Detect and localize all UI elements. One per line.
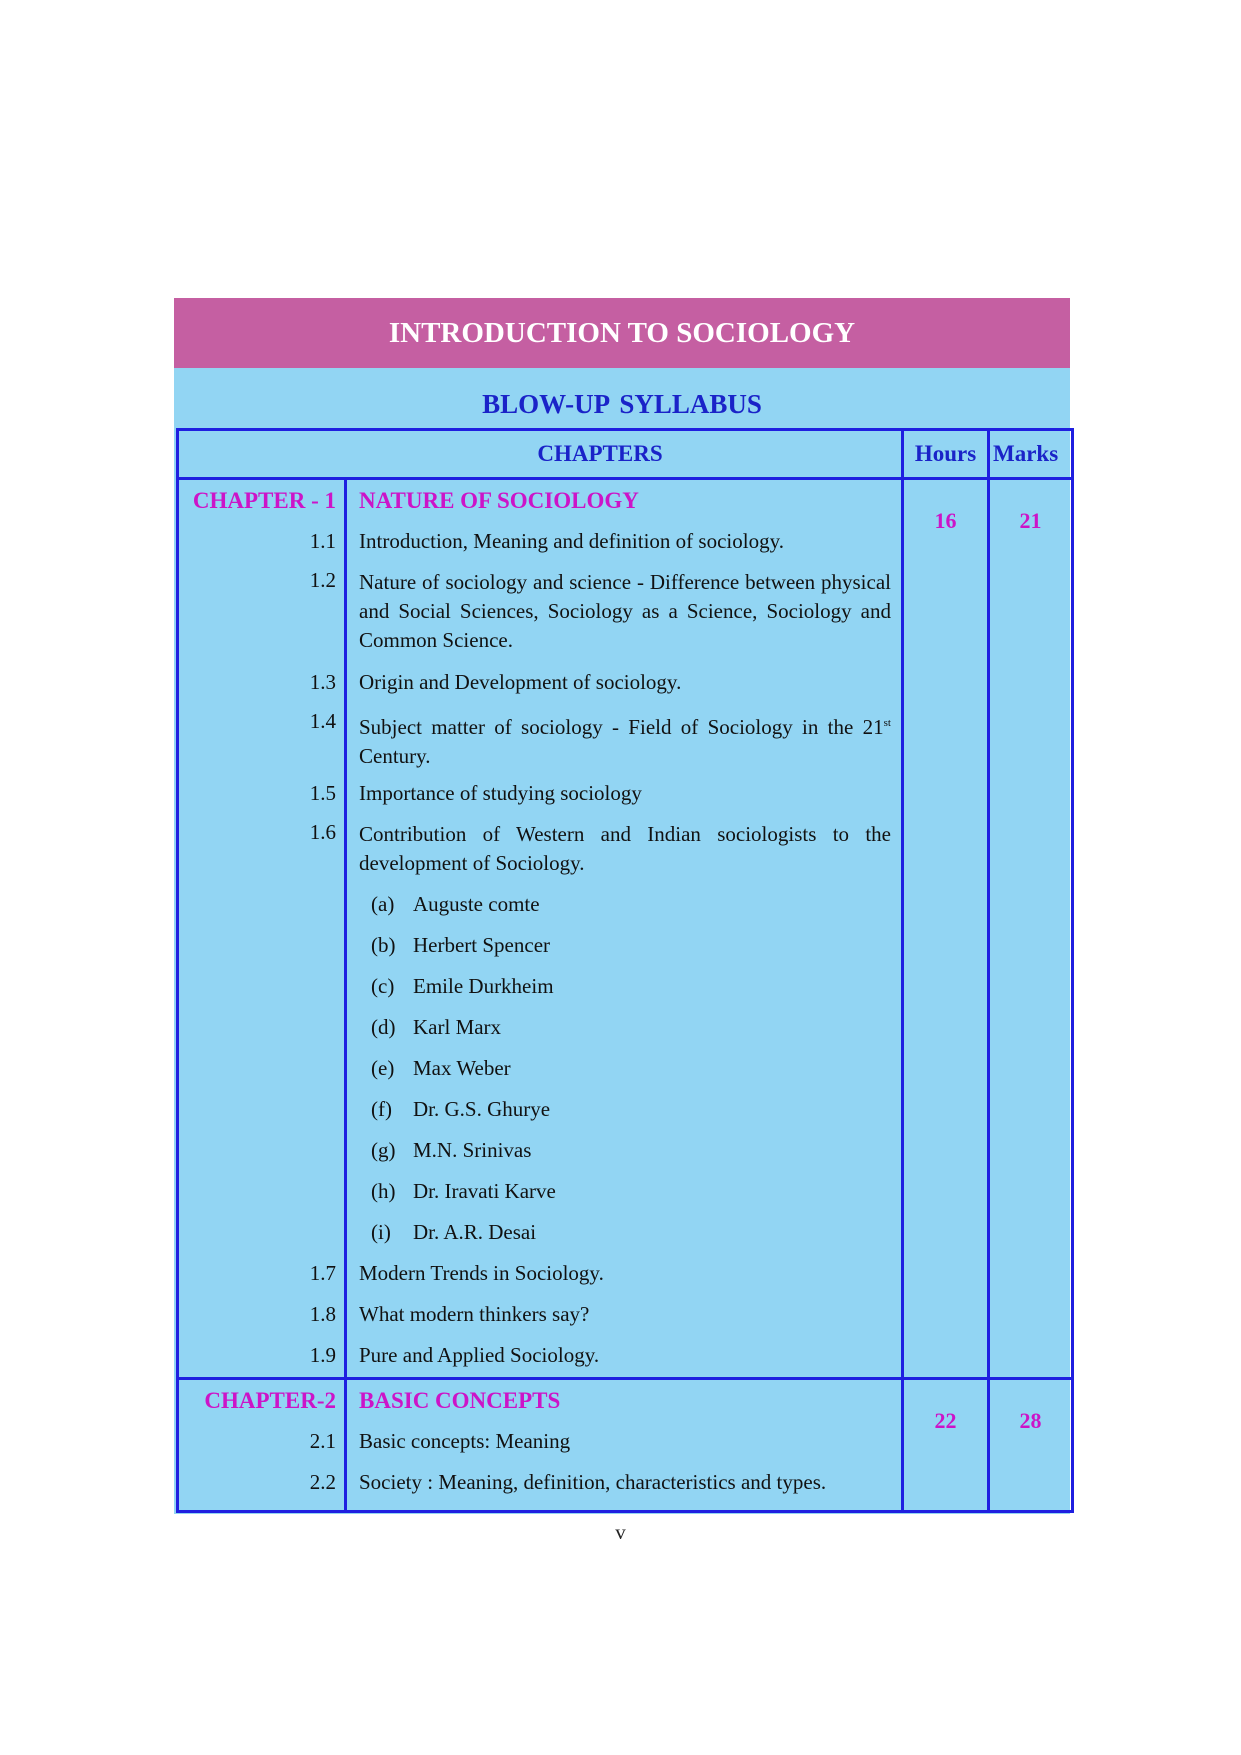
subitem-label: (g) [371,1138,396,1162]
subitem [359,1130,891,1171]
page-number: v [615,1520,626,1544]
chapter-row [178,479,1073,1379]
subitem-text: Emile Durkheim [413,974,554,998]
subitem [359,1048,891,1089]
item-text-part: Subject matter of sociology - Field of Sociology in the 21 [359,715,884,739]
chapter-marks: 28 [989,1379,1073,1512]
chapter-number: CHAPTER - 1 [192,487,336,513]
subitem-text: Auguste comte [413,892,540,916]
hours-header: Hours [903,430,989,479]
item-text: Society : Meaning, definition, characteristics and types. [359,1470,827,1494]
chapters-header: CHAPTERS [178,430,903,479]
chapter-row [178,1379,1073,1512]
item-number: 1.5 [309,781,336,805]
superscript: st [883,717,891,729]
subitem-text: Herbert Spencer [413,933,551,957]
subitem-label: (e) [371,1056,395,1080]
subitem-label: (i) [371,1220,391,1244]
syllabus-subtitle: BLOW-UP SYLLABUS [482,388,762,419]
syllabus-table [176,428,1074,1513]
item-number: 1.8 [309,1302,336,1326]
chapter-number-column [178,1379,346,1512]
item-text: Nature of sociology and science - Difference between physical and Social Sciences, Sociology as a Science, Sociology and Common Science. [359,570,891,652]
subitem-label: (f) [371,1097,392,1121]
subitem-text: Karl Marx [413,1015,502,1039]
subitem [359,925,891,966]
subitem-text: M.N. Srinivas [413,1138,532,1162]
subitem [359,1089,891,1130]
item-number: 1.9 [309,1343,336,1367]
item-text: Contribution of Western and Indian sociologists to the development of Sociology. [359,822,891,875]
item-number: 1.1 [309,529,336,553]
subitem-text: Dr. G.S. Ghurye [413,1097,551,1121]
item-number: 1.4 [309,709,336,733]
subitem-label: (a) [371,892,395,916]
subitem [359,884,891,925]
item-number: 1.6 [309,820,336,844]
item-number: 2.1 [309,1429,336,1453]
chapter-number: CHAPTER-2 [204,1387,336,1413]
item-text: Origin and Development of sociology. [359,670,682,694]
subitem [359,1212,891,1253]
item-number: 1.3 [309,670,336,694]
subitem [359,1007,891,1048]
item-number: 1.2 [309,568,336,592]
item-text: Importance of studying sociology [359,781,642,805]
page-title: INTRODUCTION TO SOCIOLOGY [174,298,1070,368]
subitem-text: Dr. A.R. Desai [413,1220,537,1244]
item-number: 1.7 [309,1261,336,1285]
chapter-hours: 16 [903,479,989,1379]
subitem-spacer [179,884,336,1253]
item-text: Basic concepts: Meaning [359,1429,571,1453]
item-text: Pure and Applied Sociology. [359,1343,600,1367]
chapter-marks: 21 [989,479,1073,1379]
item-text: Introduction, Meaning and definition of sociology. [359,529,784,553]
subitem-label: (b) [371,933,396,957]
item-text [359,703,891,773]
subitem-label: (d) [371,1015,396,1039]
marks-header: Marks [989,430,1073,479]
chapter-number-column [178,479,346,1379]
subitem-label: (c) [371,974,395,998]
subitem-text: Dr. Iravati Karve [413,1179,556,1203]
item-number: 2.2 [309,1470,336,1494]
table-header-row [178,430,1073,479]
chapter-content-column [346,1379,903,1512]
chapter-content-column [346,479,903,1379]
item-text: Modern Trends in Sociology. [359,1261,604,1285]
item-text-part: Century. [359,744,431,768]
subitem [359,966,891,1007]
subitem-label: (h) [371,1179,396,1203]
subitem [359,1171,891,1212]
chapter-hours: 22 [903,1379,989,1512]
item-text: What modern thinkers say? [359,1302,590,1326]
subitem-text: Max Weber [413,1056,511,1080]
chapter-title: NATURE OF SOCIOLOGY [359,487,639,513]
chapter-title: BASIC CONCEPTS [359,1387,561,1413]
